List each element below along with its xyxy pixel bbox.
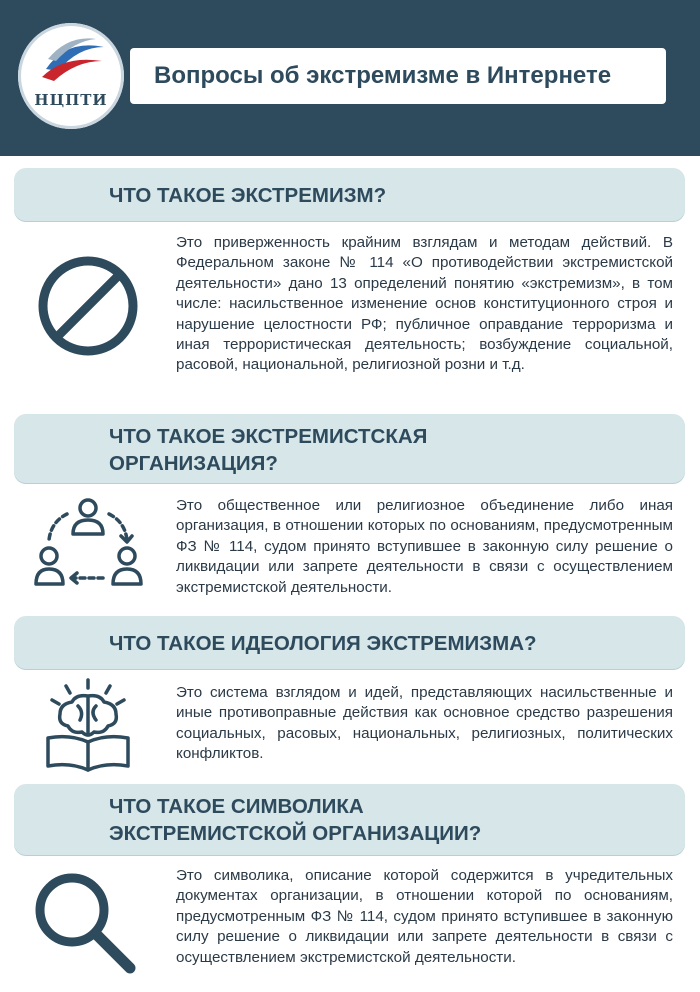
section-title: ЧТО ТАКОЕ ЭКСТРЕМИСТСКАЯ [109, 425, 428, 448]
section-title: ЧТО ТАКОЕ СИМВОЛИКА [109, 795, 364, 818]
logo [18, 23, 124, 129]
logo-text: НЦПТИ [34, 91, 108, 109]
section-text: Это символика, описание которой содержится в учредительных документах организации, в отношении которой по основаниям, предусмотренным ФЗ № 114, судом принято вступившее в законную силу решение о ликвидации или запрете деятельности в связи с осуществлением экстремистской деятельности. [176, 867, 673, 966]
section-header-organization [14, 414, 685, 483]
section-text: Это система взглядом и идей, представляющих насильственные и иные противоправные действия как основное средство разрешения социальных, расовых, национальных, религиозных, политических конфликтов. [176, 684, 673, 763]
prohibited-icon [33, 251, 143, 361]
section-text: Это общественное или религиозное объединение либо иная организация, в отношении которых по основаниям, предусмотренным ФЗ № 114, судом принято вступившее в законную силу решение о ликвидации или запрете деятельности в связи с осуществлением экстремистской деятельности. [176, 497, 673, 596]
section-title: ЭКСТРЕМИСТСКОЙ ОРГАНИЗАЦИИ? [109, 822, 482, 845]
magnifier-icon [30, 868, 140, 978]
page-title: Вопросы об экстремизме в Интернете [154, 62, 612, 89]
section-header-extremism [14, 168, 685, 221]
section-title: ЧТО ТАКОЕ ИДЕОЛОГИЯ ЭКСТРЕМИЗМА? [109, 632, 537, 655]
title-box [130, 48, 666, 104]
people-cycle-icon [33, 494, 143, 594]
section-header-ideology [14, 616, 685, 669]
logo-swoosh-icon [18, 29, 124, 99]
section-title: ОРГАНИЗАЦИЯ? [109, 452, 278, 475]
brain-book-icon [38, 676, 138, 776]
section-text: Это приверженность крайним взглядам и методам действий. В Федеральном законе № 114 «О противодействии экстремистской деятельности» дано 13 определений понятию «экстремизм», в том числе: насильственное изменение основ конституционного строя и нарушение целостности РФ; публичное оправдание терроризма и иная террористическая деятельность; возбуждение социальной, расовой, национальной, религиозной розни и т.д. [176, 234, 673, 374]
section-header-symbols [14, 784, 685, 855]
page-header [0, 0, 700, 156]
section-title: ЧТО ТАКОЕ ЭКСТРЕМИЗМ? [109, 184, 387, 207]
